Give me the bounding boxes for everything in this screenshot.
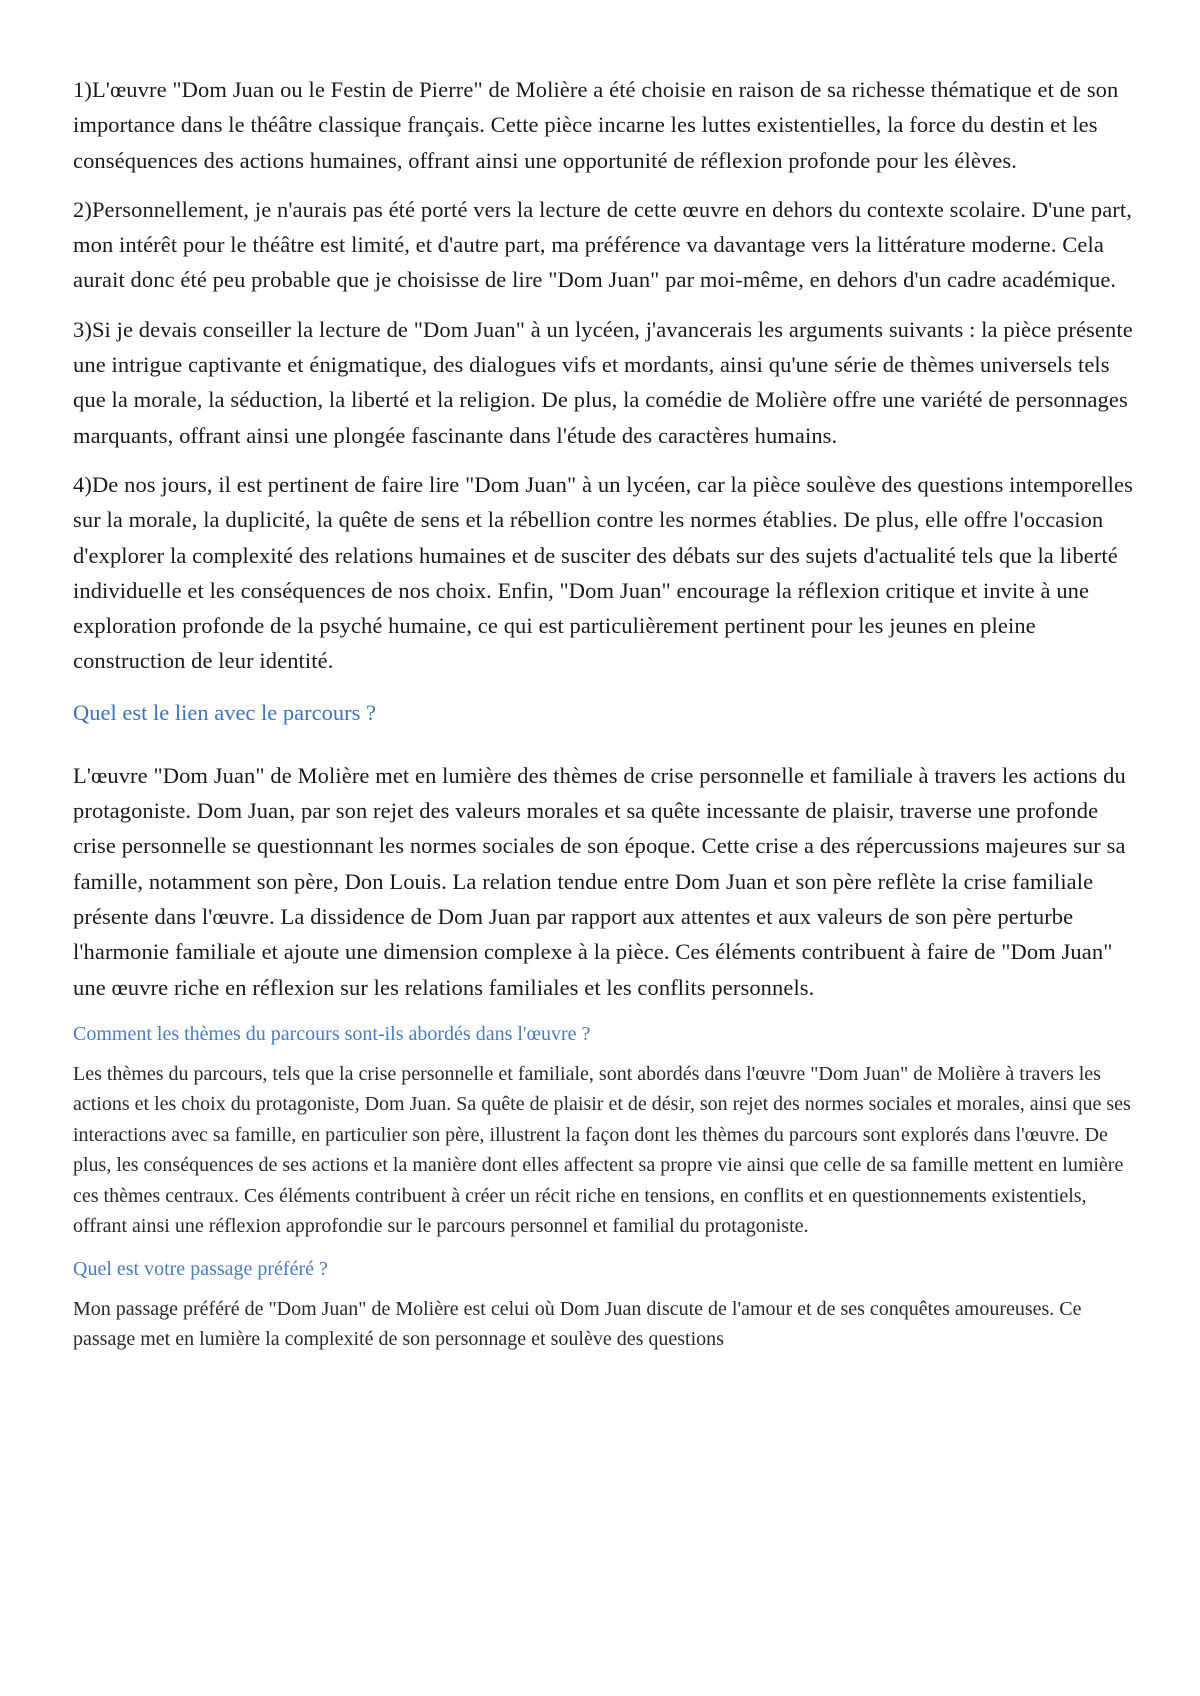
paragraph-themes-parcours: Les thèmes du parcours, tels que la crise personnelle et familiale, sont abordés dans l'œuvre "Dom Juan" de Molière à travers les actions et les choix du protagoniste, Dom Juan. Sa quête de plaisir et de désir, son rejet des normes sociales et morales, ainsi que ses interactions avec sa famille, en particulier son père, illustrent la façon dont les thèmes du parcours sont explorés dans l'œuvre. De plus, les conséquences de ses actions et la manière dont elles affectent sa propre vie ainsi que celle de sa famille mettent en lumière ces thèmes centraux. Ces éléments contribuent à créer un récit riche en tensions, en conflits et en questionnements existentiels, offrant ainsi une réflexion approfondie sur le parcours personnel et familial du protagoniste.	[73, 1062, 1131, 1238]
paragraph-3: 3)Si je devais conseiller la lecture de "Dom Juan" à un lycéen, j'avancerais les arguments suivants : la pièce présente une intrigue captivante et énigmatique, des dialogues vifs et mordants, ainsi qu'une série de thèmes universels tels que la morale, la séduction, la liberté et la religion. De plus, la comédie de Molière offre une variété de personnages marquants, offrant ainsi une plongée fascinante dans l'étude des caractères humains.	[73, 316, 1133, 448]
paragraph-4: 4)De nos jours, il est pertinent de faire lire "Dom Juan" à un lycéen, car la pièce soulève des questions intemporelles sur la morale, la duplicité, la quête de sens et la rébellion contre les normes établies. De plus, elle offre l'occasion d'explorer la complexité des relations humaines et de susciter des débats sur des sujets d'actualité tels que la liberté individuelle et les conséquences de nos choix. Enfin, "Dom Juan" encourage la réflexion critique et invite à une exploration profonde de la psyché humaine, ce qui est particulièrement pertinent pour les jeunes en pleine construction de leur identité.	[73, 471, 1133, 674]
paragraph-passage-prefere: Mon passage préféré de "Dom Juan" de Molière est celui où Dom Juan discute de l'amour et de ses conquêtes amoureuses. Ce passage met en lumière la complexité de son personnage et soulève des questions	[73, 1297, 1082, 1351]
heading-themes-parcours: Comment les thèmes du parcours sont-ils abordés dans l'œuvre ?	[73, 1022, 591, 1045]
paragraph-lien-parcours: L'œuvre "Dom Juan" de Molière met en lumière des thèmes de crise personnelle et familiale à travers les actions du protagoniste. Dom Juan, par son rejet des valeurs morales et sa quête incessante de plaisir, traverse une profonde crise personnelle se questionnant les normes sociales de son époque. Cette crise a des répercussions majeures sur sa famille, notamment son père, Don Louis. La relation tendue entre Dom Juan et son père reflète la crise familiale présente dans l'œuvre. La dissidence de Dom Juan par rapport aux attentes et aux valeurs de son père perturbe l'harmonie familiale et ajoute une dimension complexe à la pièce. Ces éléments contribuent à faire de "Dom Juan" une œuvre riche en réflexion sur les relations familiales et les conflits personnels.	[73, 762, 1126, 1000]
paragraph-2: 2)Personnellement, je n'aurais pas été porté vers la lecture de cette œuvre en dehors du contexte scolaire. D'une part, mon intérêt pour le théâtre est limité, et d'autre part, ma préférence va davantage vers la littérature moderne. Cela aurait donc été peu probable que je choisisse de lire "Dom Juan" par moi-même, en dehors d'un cadre académique.	[73, 196, 1132, 293]
paragraph-1: 1)L'œuvre "Dom Juan ou le Festin de Pierre" de Molière a été choisie en raison de sa richesse thématique et de son importance dans le théâtre classique français. Cette pièce incarne les luttes existentielles, la force du destin et les conséquences des actions humaines, offrant ainsi une opportunité de réflexion profonde pour les élèves.	[73, 77, 1119, 173]
document-page	[73, 72, 1143, 1367]
heading-passage-prefere: Quel est votre passage préféré ?	[73, 1257, 328, 1280]
heading-lien-parcours: Quel est le lien avec le parcours ?	[73, 699, 376, 725]
